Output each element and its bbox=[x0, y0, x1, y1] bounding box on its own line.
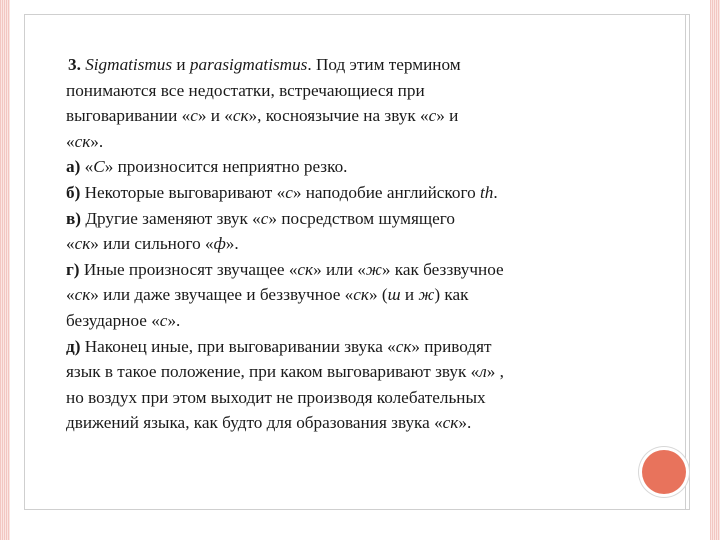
sound-th: th bbox=[480, 182, 494, 202]
sound-zh: ж bbox=[365, 259, 382, 279]
item-b-text-b: » наподобие английского bbox=[292, 182, 481, 202]
left-decorative-stripe bbox=[0, 0, 10, 540]
item-g-text-a: Иные произносят звучащее « bbox=[79, 259, 298, 279]
item-d-text-b: » приводят bbox=[411, 336, 492, 356]
item-b-marker: б) bbox=[66, 182, 81, 202]
item-g-line3-a: безударное « bbox=[66, 310, 160, 330]
sound-zh: ж bbox=[418, 285, 435, 305]
item-g-line3-b: ». bbox=[167, 310, 181, 330]
item-g-line2-d: и bbox=[400, 285, 419, 305]
item-d-marker: д) bbox=[66, 336, 81, 356]
intro-line3-d: » и bbox=[436, 106, 459, 126]
item-d-line-4 bbox=[66, 410, 626, 436]
item-d-text-a: Наконец иные, при выговаривании звука « bbox=[80, 336, 396, 356]
item-g-line-3 bbox=[66, 308, 626, 334]
sound-s: с bbox=[285, 182, 293, 202]
intro-number: 3. bbox=[68, 55, 81, 74]
decorative-circle bbox=[642, 450, 686, 494]
intro-line-2: понимаются все недостатки, встречающиеся при bbox=[66, 80, 425, 100]
intro-line4-a: « bbox=[66, 131, 75, 151]
intro-conj: и bbox=[172, 55, 190, 74]
sound-sh: ш bbox=[387, 285, 401, 305]
item-v-line2-c: ». bbox=[225, 234, 239, 254]
term-sigmatismus: Sigmatismus bbox=[85, 55, 173, 74]
intro-line-1 bbox=[66, 52, 626, 78]
sound-l: л bbox=[479, 362, 487, 382]
sound-sk: ск bbox=[232, 106, 249, 126]
item-v-line2-a: « bbox=[66, 234, 75, 254]
slide-frame-edge bbox=[686, 14, 690, 510]
item-g-text-c: » как беззвучное bbox=[381, 259, 504, 279]
sound-sk: ск bbox=[442, 413, 459, 433]
sound-f: ф bbox=[213, 234, 226, 254]
term-parasigmatismus: parasigmatismus bbox=[189, 55, 308, 74]
item-a-text-a: « bbox=[80, 157, 94, 177]
item-g-line-1 bbox=[66, 257, 626, 283]
sound-sk: ск bbox=[297, 259, 314, 279]
item-d-line-2 bbox=[66, 359, 626, 385]
item-b-text-a: Некоторые выговаривают « bbox=[80, 182, 286, 202]
sound-sk: ск bbox=[74, 131, 91, 151]
item-d-line4-a: движений языка, как будто для образования звука « bbox=[66, 413, 443, 433]
item-a-marker: а) bbox=[66, 157, 81, 177]
sound-sk: ск bbox=[353, 285, 369, 305]
item-d-line4-b: ». bbox=[458, 413, 472, 433]
item-d-line2-a: язык в такое положение, при каком выговаривают звук « bbox=[66, 362, 480, 382]
sound-c: С bbox=[93, 157, 105, 177]
intro-line3-b: » и « bbox=[197, 106, 233, 126]
sound-sk: ск bbox=[395, 336, 412, 356]
item-v-line-2 bbox=[66, 231, 626, 257]
intro-line3-a: выговаривании « bbox=[66, 106, 191, 126]
item-g-line-2 bbox=[66, 282, 626, 308]
item-b bbox=[66, 180, 626, 206]
item-a bbox=[66, 154, 626, 180]
intro-line1-rest: . Под этим термином bbox=[307, 55, 461, 74]
item-b-text-c: . bbox=[493, 182, 498, 202]
sound-s: с bbox=[260, 208, 269, 228]
item-g-text-b: » или « bbox=[313, 259, 366, 279]
item-v-line2-b: » или сильного « bbox=[90, 234, 214, 254]
item-g-line2-b: » или даже звучащее и беззвучное « bbox=[90, 285, 354, 305]
slide-content bbox=[66, 52, 626, 436]
item-g-line2-e: ) как bbox=[434, 285, 469, 305]
right-decorative-stripe bbox=[710, 0, 720, 540]
item-g-line2-a: « bbox=[66, 285, 75, 305]
item-a-text-b: » произносится неприятно резко. bbox=[104, 157, 348, 177]
intro-line-4 bbox=[66, 129, 626, 155]
item-g-marker: г) bbox=[66, 259, 80, 279]
intro-line4-b: ». bbox=[90, 131, 104, 151]
item-v-text-a: Другие заменяют звук « bbox=[81, 208, 261, 228]
item-g-line2-c: » ( bbox=[368, 285, 388, 305]
item-v-text-b: » посредством шумящего bbox=[268, 208, 455, 228]
item-v-marker: в) bbox=[66, 208, 82, 228]
sound-sk: ск bbox=[74, 285, 91, 305]
sound-s: с bbox=[159, 310, 168, 330]
intro-line-3 bbox=[66, 103, 626, 129]
sound-sk: ск bbox=[74, 234, 91, 254]
sound-s: с bbox=[428, 106, 437, 126]
sound-s: с bbox=[190, 106, 198, 126]
item-d-line-1 bbox=[66, 334, 626, 360]
intro-line3-c: », косноязычие на звук « bbox=[248, 106, 429, 126]
item-v-line-1 bbox=[66, 206, 626, 232]
item-d-line-3: но воздух при этом выходит не производя колебательных bbox=[66, 387, 486, 407]
item-d-line2-b: » , bbox=[486, 362, 504, 382]
